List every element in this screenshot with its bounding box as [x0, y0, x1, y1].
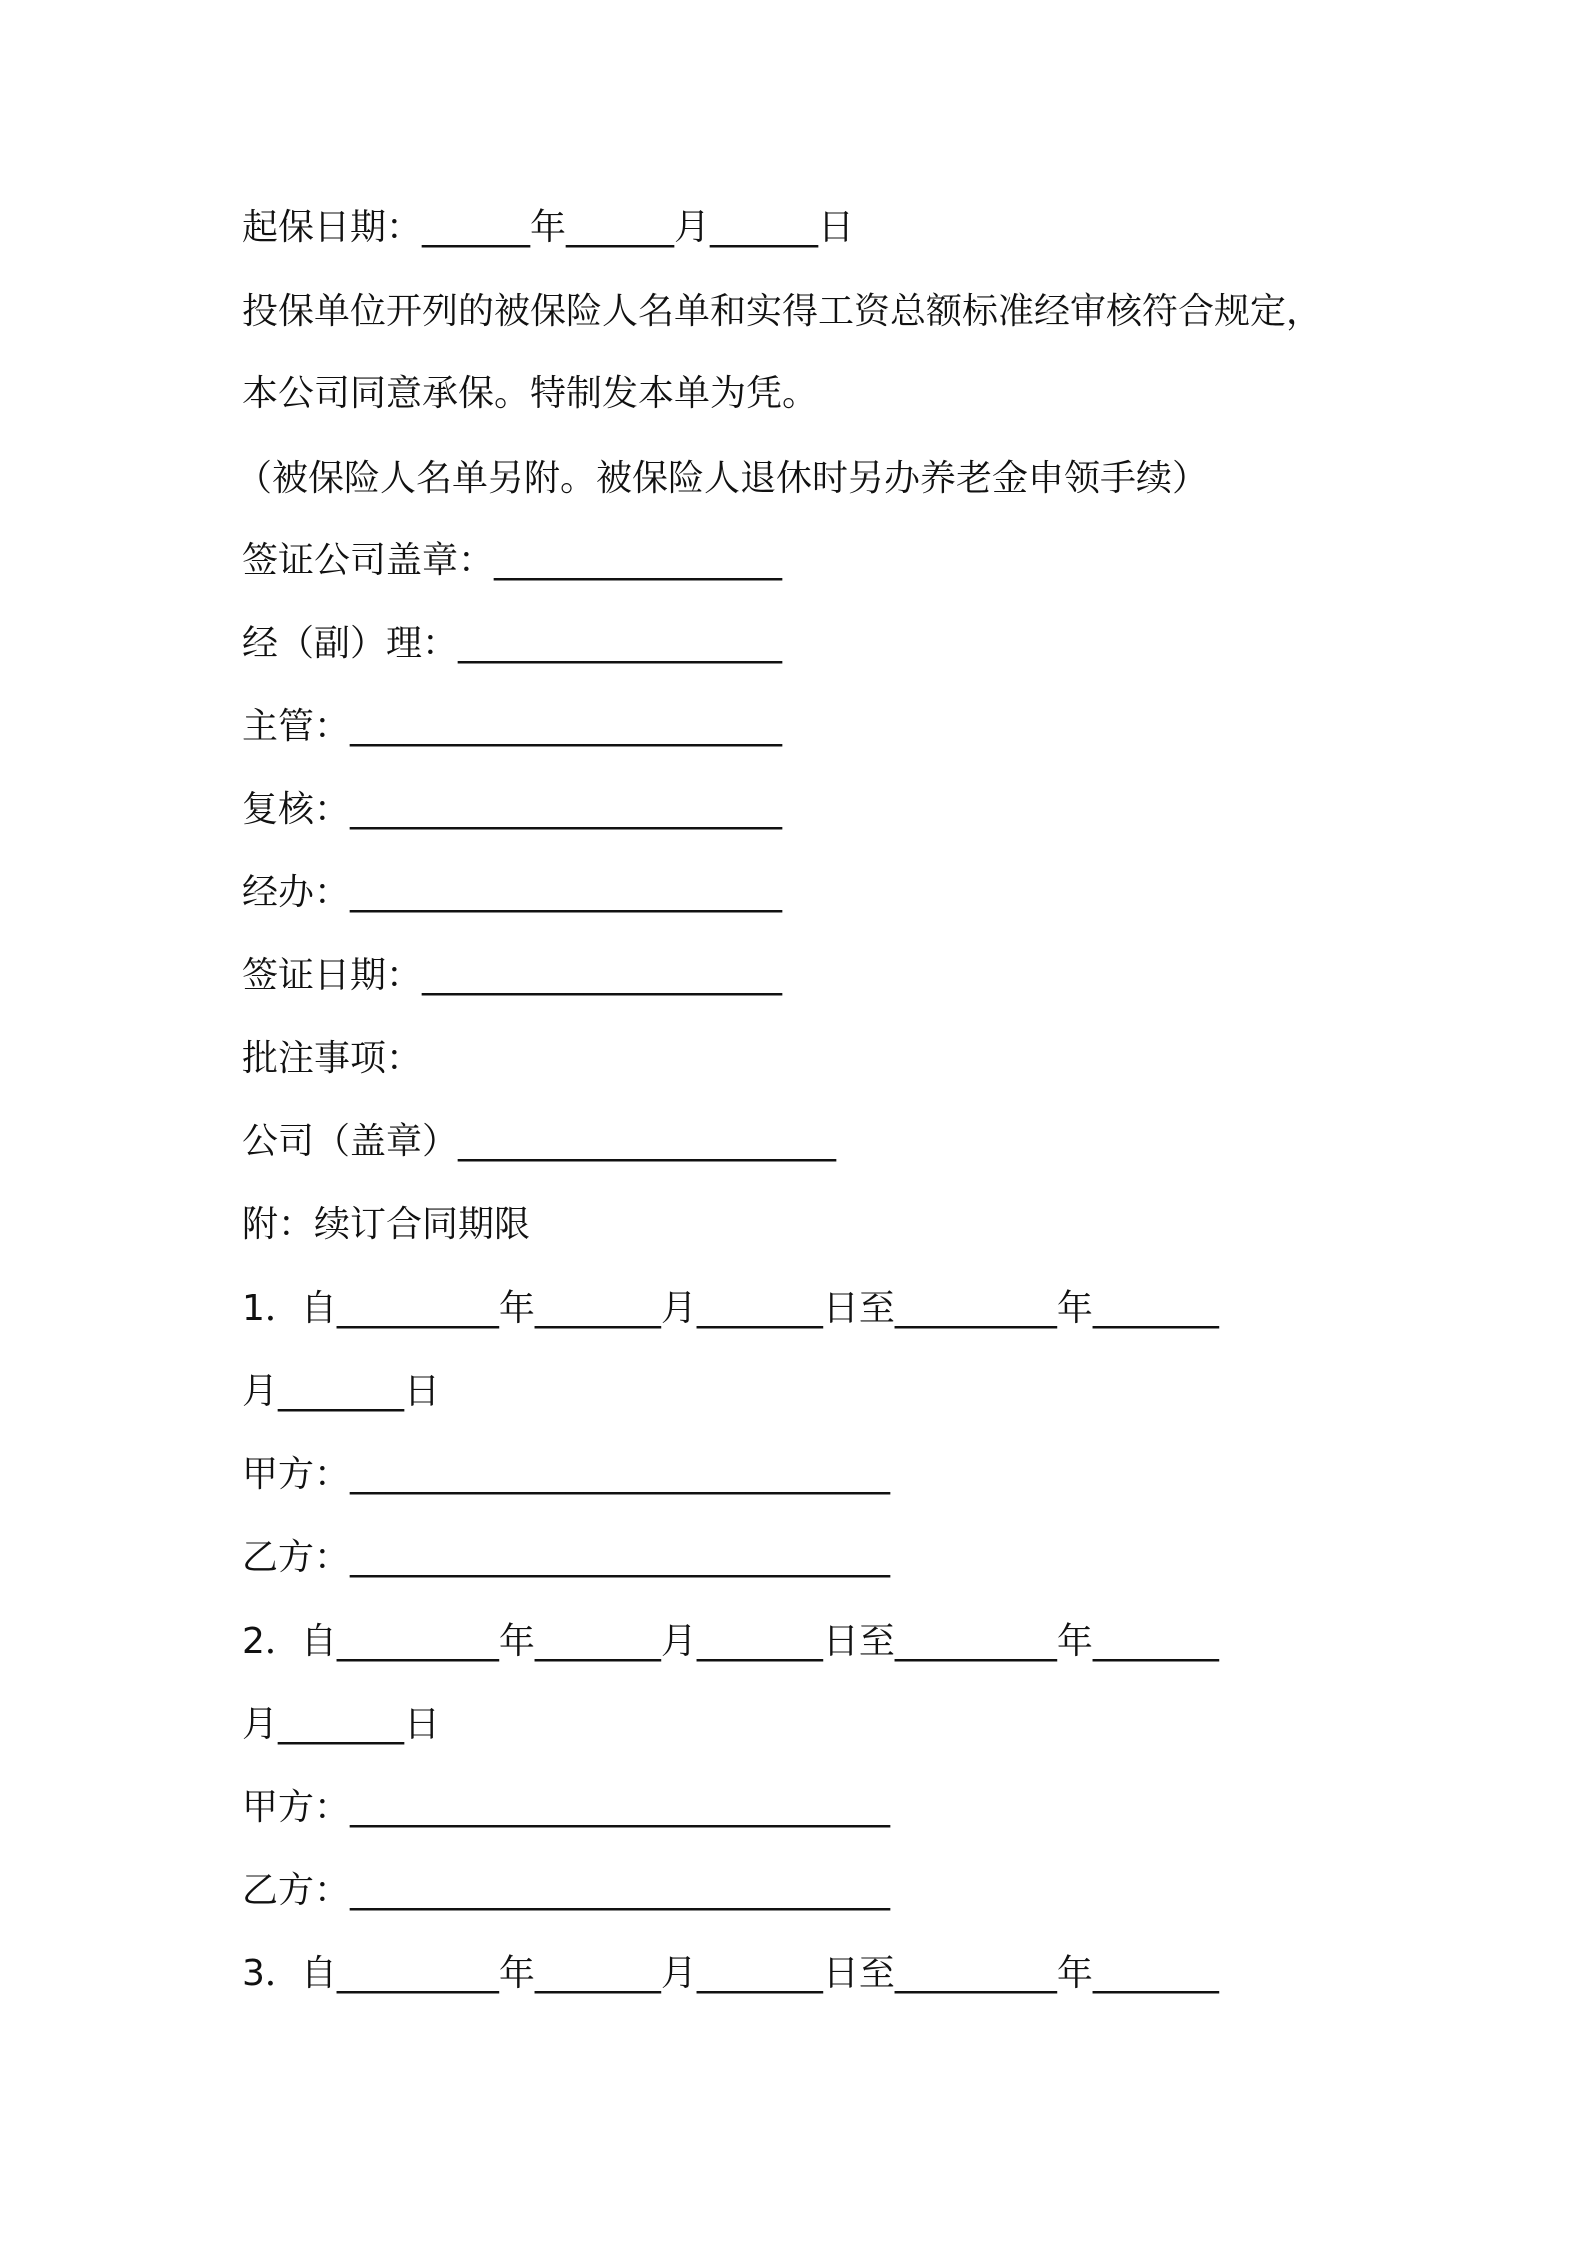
renewal-term-1-line: 1．自_________年_______月_______日至_________年_______ — [242, 1288, 1219, 1329]
manager-signature-line: 经（副）理：__________________ — [242, 623, 783, 664]
coverage-start-date-line: 起保日期：______年______月______日 — [242, 207, 855, 248]
renewal-term-1-continuation: 月_______日 — [242, 1371, 441, 1412]
renewal-term-3-line: 3．自_________年_______月_______日至_________年_______ — [242, 1953, 1219, 1994]
supervisor-signature-line: 主管：________________________ — [242, 706, 783, 747]
handler-signature-line: 经办：________________________ — [242, 872, 783, 913]
issue-date-line: 签证日期：____________________ — [242, 955, 783, 996]
renewal-term-2-party-a: 甲方：______________________________ — [242, 1787, 891, 1828]
renewal-term-heading: 附：续订合同期限 — [242, 1204, 531, 1245]
insured-list-note: （被保险人名单另附。被保险人退休时另办养老金申领手续） — [236, 458, 1209, 499]
company-seal-line: 公司（盖章）_____________________ — [242, 1121, 837, 1162]
issuing-company-seal-line: 签证公司盖章：________________ — [242, 540, 783, 581]
renewal-term-1-party-b: 乙方：______________________________ — [242, 1537, 891, 1578]
endorsement-notes-heading: 批注事项： — [242, 1038, 423, 1079]
renewal-term-1-party-a: 甲方：______________________________ — [242, 1454, 891, 1495]
approval-statement-line-1: 投保单位开列的被保险人名单和实得工资总额标准经审核符合规定， — [242, 291, 1323, 332]
reviewer-signature-line: 复核：________________________ — [242, 789, 783, 830]
renewal-term-2-continuation: 月_______日 — [242, 1704, 441, 1745]
renewal-term-2-line: 2．自_________年_______月_______日至_________年_______ — [242, 1621, 1219, 1662]
approval-statement-line-2: 本公司同意承保。特制发本单为凭。 — [242, 373, 819, 414]
renewal-term-2-party-b: 乙方：______________________________ — [242, 1870, 891, 1911]
